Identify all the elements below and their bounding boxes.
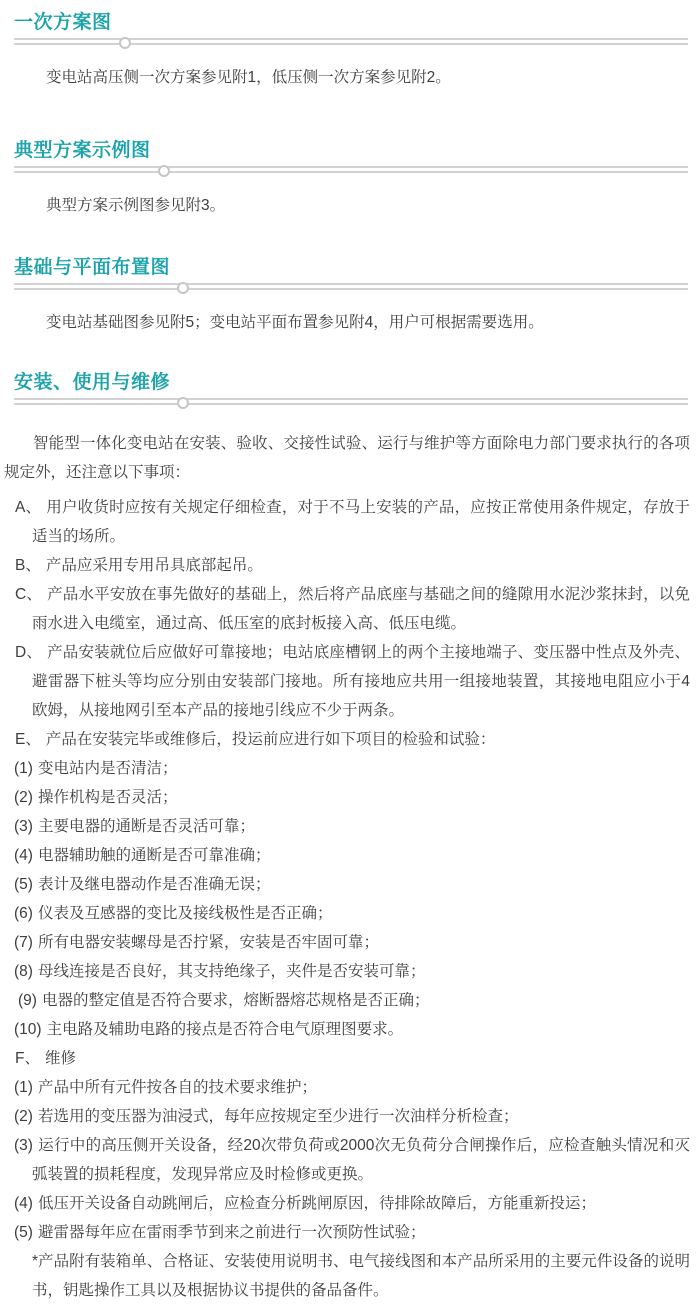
list-item-marker: (2) bbox=[14, 1108, 33, 1125]
section-divider-rule bbox=[14, 38, 688, 45]
section-title: 典型方案示例图 bbox=[14, 140, 151, 161]
list-item-marker: (3) bbox=[14, 1137, 33, 1154]
section bbox=[14, 140, 688, 220]
list-item-text: 主电路及辅助电路的接点是否符合电气原理图要求。 bbox=[46, 1021, 404, 1038]
list-item-marker: D、 bbox=[15, 644, 43, 661]
list-item bbox=[14, 754, 690, 783]
divider-knob-icon bbox=[119, 37, 131, 49]
intro-paragraph: 智能型一体化变电站在安装、验收、交接性试验、运行与维护等方面除电力部门要求执行的各项规定外，还注意以下事项： bbox=[4, 435, 690, 481]
section-body bbox=[4, 429, 690, 1305]
section-header bbox=[14, 372, 688, 395]
section-divider-rule bbox=[14, 398, 688, 405]
list-item-text: 产品中所有元件按各自的技术要求维护； bbox=[37, 1079, 317, 1096]
list-item bbox=[14, 1218, 690, 1247]
list-item-marker: E、 bbox=[15, 731, 41, 748]
section-title: 安装、使用与维修 bbox=[14, 372, 171, 393]
list-item bbox=[14, 928, 690, 957]
list-item bbox=[14, 1102, 690, 1131]
list-item-text: 产品应采用专用吊具底部起吊。 bbox=[45, 557, 263, 574]
list-item-text: 产品水平安放在事先做好的基础上，然后将产品底座与基础之间的缝隙用水泥沙浆抹封，以免雨水进入电缆室，通过高、低压室的底封板接入高、低压电缆。 bbox=[32, 586, 690, 632]
paragraph: 变电站基础图参见附5；变电站平面布置参见附4，用户可根据需要选用。 bbox=[46, 314, 544, 331]
list-item bbox=[15, 551, 690, 580]
list-item bbox=[18, 986, 690, 1015]
list-item-marker: (8) bbox=[14, 963, 33, 980]
list-item-marker: (2) bbox=[14, 789, 33, 806]
list-item-marker: (3) bbox=[14, 818, 33, 835]
list-item bbox=[14, 841, 690, 870]
list-item-marker: (4) bbox=[14, 1195, 33, 1212]
list-item-text: 产品安装就位后应做好可靠接地；电站底座槽钢上的两个主接地端子、变压器中性点及外壳、避雷器下桩头等均应分别由安装部门接地。所有接地应共用一组接地装置，其接地电阻应小于4欧姆，从接地网引至本产品的接地引线应不少于两条。 bbox=[32, 644, 690, 719]
paragraph: 变电站高压侧一次方案参见附1，低压侧一次方案参见附2。 bbox=[46, 69, 451, 86]
list-item-text: 母线连接是否良好，其支持绝缘子，夹件是否安装可靠； bbox=[37, 963, 426, 980]
section bbox=[4, 372, 690, 1305]
sections-container bbox=[4, 12, 690, 1305]
list-item-marker: (1) bbox=[14, 1079, 33, 1096]
paragraph: 典型方案示例图参见附3。 bbox=[46, 197, 226, 214]
list-item bbox=[14, 812, 690, 841]
list-item bbox=[14, 1189, 690, 1218]
list-item-text: 产品在安装完毕或维修后，投运前应进行如下项目的检验和试验： bbox=[45, 731, 496, 748]
section-header bbox=[14, 257, 688, 280]
list-item bbox=[14, 870, 690, 899]
list-item-marker: B、 bbox=[15, 557, 41, 574]
list-item bbox=[15, 638, 690, 725]
section-title: 一次方案图 bbox=[14, 12, 112, 33]
footnote: *产品附有装箱单、合格证、安装使用说明书、电气接线图和本产品所采用的主要元件设备的说明书，钥匙操作工具以及根据协议书提供的备品备件。 bbox=[32, 1253, 690, 1299]
list-item-text: 操作机构是否灵活； bbox=[37, 789, 178, 806]
list-item bbox=[14, 783, 690, 812]
section-body bbox=[14, 308, 688, 337]
list-item bbox=[15, 493, 690, 551]
section bbox=[14, 12, 688, 92]
list-item-text: 运行中的高压侧开关设备，经20次带负荷或2000次无负荷分合闸操作后，应检查触头情况和灭弧装置的损耗程度，发现异常应及时检修或更换。 bbox=[32, 1137, 690, 1183]
list-item-text: 维修 bbox=[44, 1050, 76, 1067]
section-body bbox=[14, 191, 688, 220]
list-item-marker: (9) bbox=[18, 992, 37, 1009]
list-item bbox=[15, 1044, 690, 1073]
list-item-marker: (10) bbox=[14, 1021, 42, 1038]
list-item-marker: (7) bbox=[14, 934, 33, 951]
list-item-text: 主要电器的通断是否灵活可靠； bbox=[37, 818, 255, 835]
section-header bbox=[14, 12, 688, 35]
section-divider-rule bbox=[14, 283, 688, 290]
list-item-text: 表计及继电器动作是否准确无误； bbox=[37, 876, 271, 893]
list-item-marker: F、 bbox=[15, 1050, 40, 1067]
list-item bbox=[14, 1073, 690, 1102]
list-item-marker: (5) bbox=[14, 876, 33, 893]
list-item bbox=[14, 1015, 690, 1044]
divider-knob-icon bbox=[177, 397, 189, 409]
list-item-marker: C、 bbox=[15, 586, 43, 603]
list-item-text: 若选用的变压器为油浸式，每年应按规定至少进行一次油样分析检查； bbox=[37, 1108, 519, 1125]
list-item-marker: (5) bbox=[14, 1224, 33, 1241]
list-item-text: 电器辅助触的通断是否可靠准确； bbox=[37, 847, 271, 864]
list-item-marker: (1) bbox=[14, 760, 33, 777]
list-item-marker: A、 bbox=[15, 499, 42, 516]
section bbox=[14, 257, 688, 337]
list-item bbox=[15, 725, 690, 754]
list-item-marker: (4) bbox=[14, 847, 33, 864]
section-header bbox=[14, 140, 688, 163]
list-item-text: 低压开关设备自动跳闸后，应检查分析跳闸原因，待排除故障后，方能重新投运； bbox=[37, 1195, 596, 1212]
list-item-text: 仪表及互感器的变比及接线极性是否正确； bbox=[37, 905, 333, 922]
list-item bbox=[15, 580, 690, 638]
divider-knob-icon bbox=[158, 165, 170, 177]
divider-knob-icon bbox=[177, 282, 189, 294]
list-item bbox=[14, 1131, 690, 1189]
list-item-marker: (6) bbox=[14, 905, 33, 922]
list-item bbox=[14, 899, 690, 928]
list-item-text: 电器的整定值是否符合要求，熔断器熔芯规格是否正确； bbox=[41, 992, 430, 1009]
list-item-text: 用户收货时应按有关规定仔细检查，对于不马上安装的产品，应按正常使用条件规定，存放于适当的场所。 bbox=[32, 499, 690, 545]
section-title: 基础与平面布置图 bbox=[14, 257, 171, 278]
list-item-text: 变电站内是否清洁； bbox=[37, 760, 178, 777]
section-divider-rule bbox=[14, 166, 688, 173]
section-body bbox=[14, 63, 688, 92]
list-item-text: 所有电器安装螺母是否拧紧，安装是否牢固可靠； bbox=[37, 934, 379, 951]
list-item-text: 避雷器每年应在雷雨季节到来之前进行一次预防性试验； bbox=[37, 1224, 426, 1241]
list-item bbox=[14, 957, 690, 986]
